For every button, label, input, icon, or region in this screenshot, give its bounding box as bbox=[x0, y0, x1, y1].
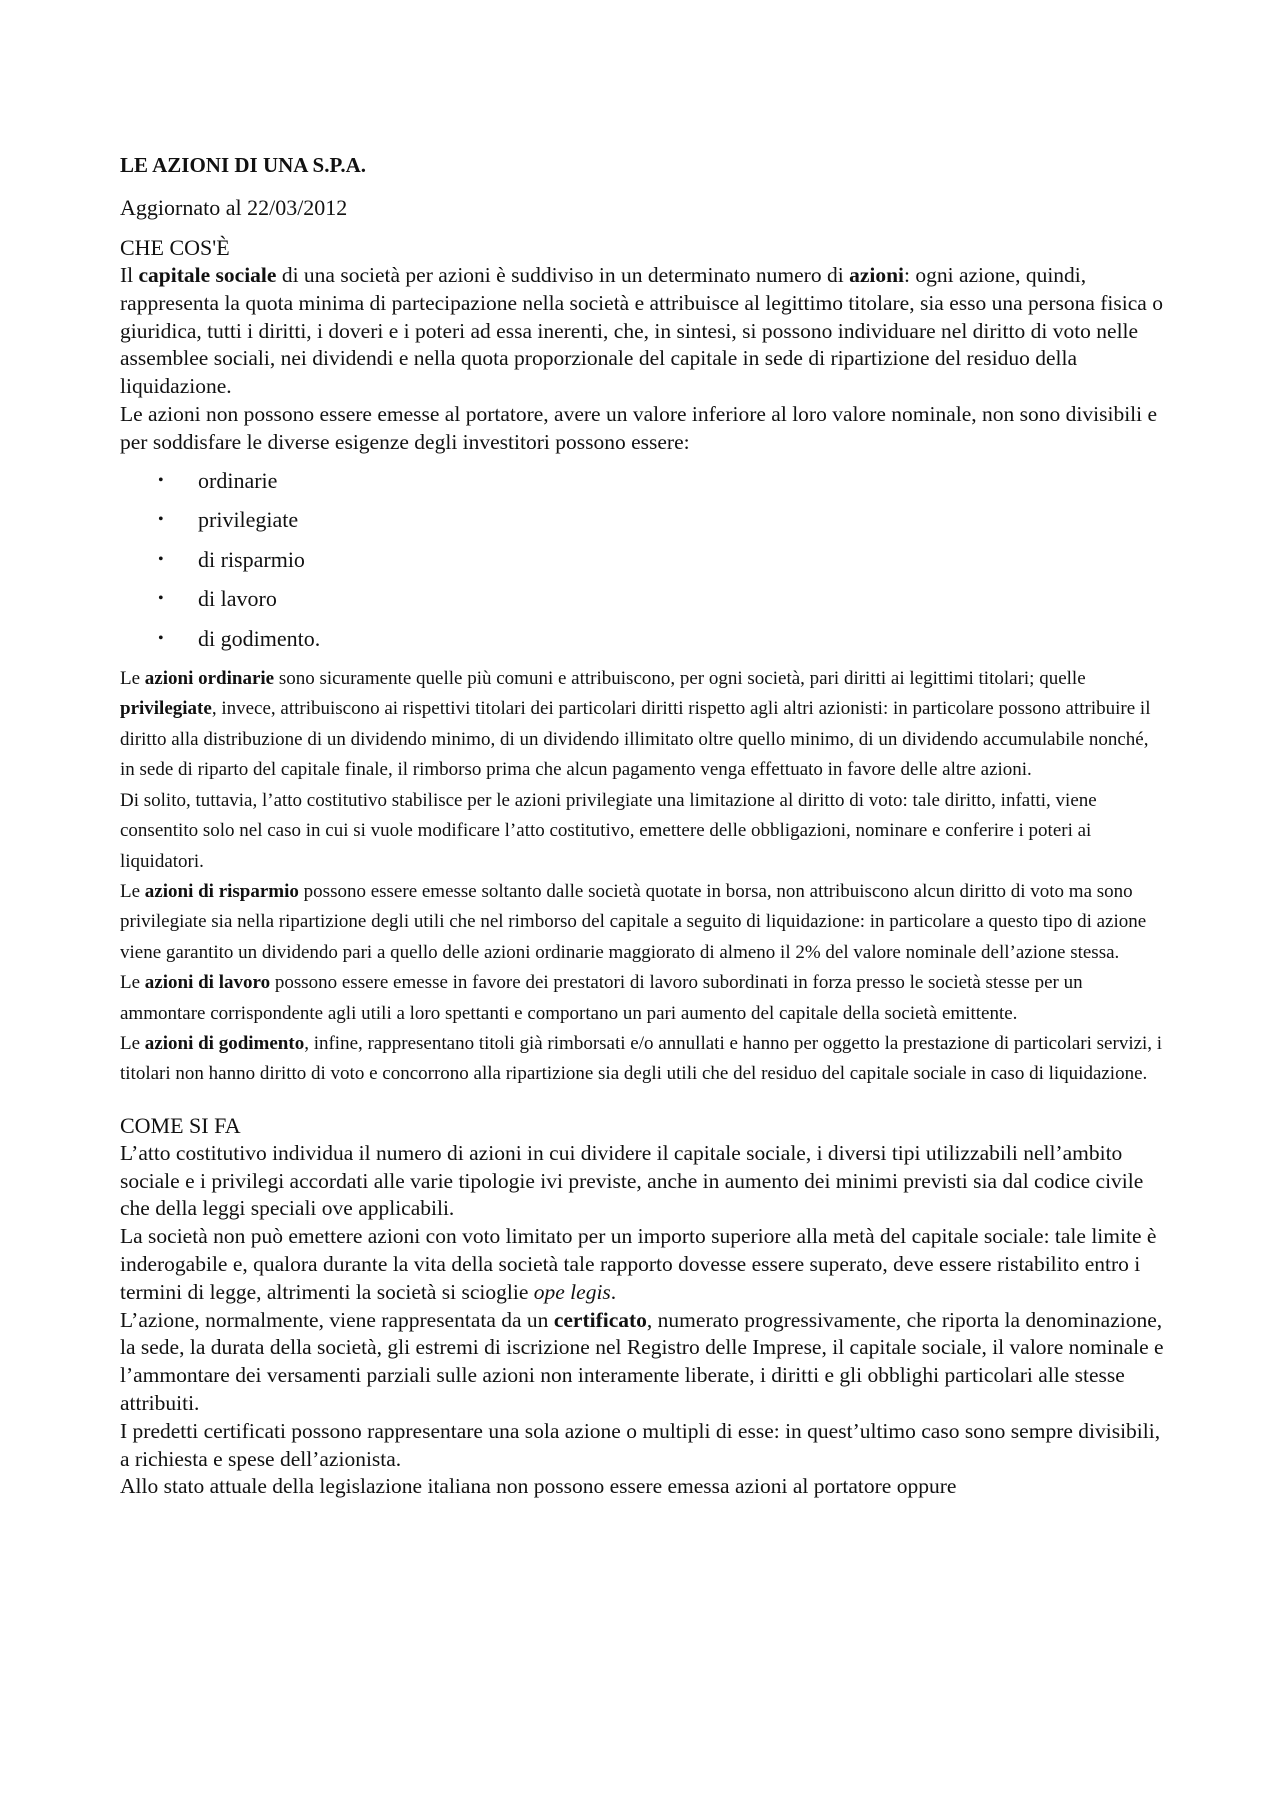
bullet-icon: • bbox=[158, 590, 164, 608]
term-azioni: azioni bbox=[849, 263, 905, 287]
paragraph-azioni-ordinarie: Le azioni ordinarie sono sicuramente quelle più comuni e attribuiscono, per ogni società, pari diritti ai legittimi titolari; quelle privilegiate, invece, attribuiscono ai rispettivi titolari dei particolari diritti rispetto agli altri azionisti: in particolare possono attribuire il diritto alla distribuzione di un dividendo minimo, di un dividendo illimitato oltre quello minimo, di un dividendo accumulabile nonché, in sede di riparto del capitale finale, il rimborso prima che alcun pagamento venga effettuato in favore delle altre azioni. bbox=[120, 668, 1151, 781]
term-azioni-lavoro: azioni di lavoro bbox=[144, 972, 271, 994]
term-ope-legis: ope legis bbox=[533, 1279, 611, 1304]
update-date: Aggiornato al 22/03/2012 bbox=[120, 195, 348, 220]
bullet-icon: • bbox=[158, 471, 164, 489]
paragraph-capitale-sociale: Il capitale sociale di una società per azioni è suddiviso in un determinato numero di azioni: ogni azione, quindi, rappresenta la quota minima di partecipazione nella società e attribuisce al legittimo titolare, sia esso una persona fisica o giuridica, tutti i diritti, i doveri e i poteri ad essa inerenti, che, in sintesi, si possono individuare nel diritto di voto nelle assemblee sociali, nei dividendi e nella quota proporzionale del capitale in sede di ripartizione del residuo della liquidazione. bbox=[120, 263, 1163, 399]
paragraph-voto-limitato: La società non può emettere azioni con voto limitato per un importo superiore alla metà del capitale sociale: tale limite è inderogabile e, qualora durante la vita della società tale rapporto dovesse essere superato, deve essere ristabilito entro i termini di legge, altrimenti la società si scioglie ope legis. bbox=[120, 1224, 1157, 1304]
term-privilegiate: privilegiate bbox=[120, 698, 212, 720]
paragraph-azioni-godimento: Le azioni di godimento, infine, rappresentano titoli già rimborsati e/o annullati e hanno per oggetto la prestazione di particolari servizi, i titolari non hanno diritto di voto e concorrono alla ripartizione sia degli utili che del residuo del capitale sociale in caso di liquidazione. bbox=[120, 1032, 1163, 1085]
paragraph-certificati-multipli: I predetti certificati possono rappresentare una sola azione o multipli di esse: in quest’ultimo caso sono sempre divisibili, a richiesta e spese dell’azionista. bbox=[120, 1418, 1161, 1471]
term-certificato: certificato bbox=[553, 1307, 647, 1332]
paragraph-tipi-azioni: Le azioni non possono essere emesse al portatore, avere un valore inferiore al loro valore nominale, non sono divisibili e per soddisfare le diverse esigenze degli investitori possono essere: bbox=[120, 401, 1158, 454]
paragraph-azioni-risparmio: Le azioni di risparmio possono essere emesse soltanto dalle società quotate in borsa, non attribuiscono alcun diritto di voto ma sono privilegiate sia nella ripartizione degli utili che nel rimborso del capitale a seguito di liquidazione: in particolare a questo tipo di azione viene garantito un dividendo pari a quello delle azioni ordinarie maggiorato di almeno il 2% del valore nominale dell’azione stessa. bbox=[120, 880, 1147, 963]
bullet-icon: • bbox=[158, 550, 164, 568]
list-item: • privilegiate bbox=[120, 500, 1165, 540]
paragraph-limitazione-voto: Di solito, tuttavia, l’atto costitutivo stabilisce per le azioni privilegiate una limitazione al diritto di voto: tale diritto, infatti, viene consentito solo nel caso in cui si vuole modificare l’atto costitutivo, emettere delle obbligazioni, nominare e conferire i poteri ai liquidatori. bbox=[120, 789, 1097, 872]
bullet-icon: • bbox=[158, 629, 164, 647]
list-item: • di lavoro bbox=[120, 579, 1165, 619]
term-azioni-risparmio: azioni di risparmio bbox=[144, 880, 299, 902]
document-title: LE AZIONI DI UNA S.P.A. bbox=[120, 153, 367, 177]
list-item: • di risparmio bbox=[120, 540, 1165, 580]
term-capitale-sociale: capitale sociale bbox=[138, 263, 277, 287]
paragraph-atto-costitutivo: L’atto costitutivo individua il numero di azioni in cui dividere il capitale sociale, i diversi tipi utilizzabili nell’ambito sociale e i privilegi accordati alle varie tipologie ivi previste, anche in aumento dei minimi previsti sia dal codice civile che della leggi speciali ove applicabili. bbox=[120, 1140, 1144, 1221]
section-heading-come-si-fa: COME SI FA bbox=[120, 1112, 241, 1138]
section-heading-che-cose: CHE COS'È bbox=[120, 235, 230, 260]
list-item: • ordinarie bbox=[120, 461, 1165, 501]
paragraph-azioni-lavoro: Le azioni di lavoro possono essere emesse in favore dei prestatori di lavoro subordinati in forza presso le società stesse per un ammontare corrispondente agli utili a loro spettanti e comportano un pari aumento del capitale della società emittente. bbox=[120, 972, 1083, 1024]
bullet-icon: • bbox=[158, 511, 164, 529]
paragraph-legislazione: Allo stato attuale della legislazione italiana non possono essere emessa azioni al portatore oppure bbox=[120, 1474, 957, 1499]
term-azioni-godimento: azioni di godimento bbox=[144, 1032, 305, 1054]
term-azioni-ordinarie: azioni ordinarie bbox=[144, 668, 275, 690]
paragraph-certificato: L’azione, normalmente, viene rappresentata da un certificato, numerato progressivamente, che riporta la denominazione, la sede, la durata della società, gli estremi di iscrizione nel Registro delle Imprese, il capitale sociale, il valore nominale e l’ammontare dei versamenti parziali sulle azioni non interamente liberate, i diritti e gli obblighi particolari alle stesse attribuiti. bbox=[120, 1307, 1164, 1415]
list-item: • di godimento. bbox=[120, 619, 1165, 659]
share-types-list bbox=[120, 461, 1165, 659]
document-page bbox=[120, 150, 1165, 1501]
